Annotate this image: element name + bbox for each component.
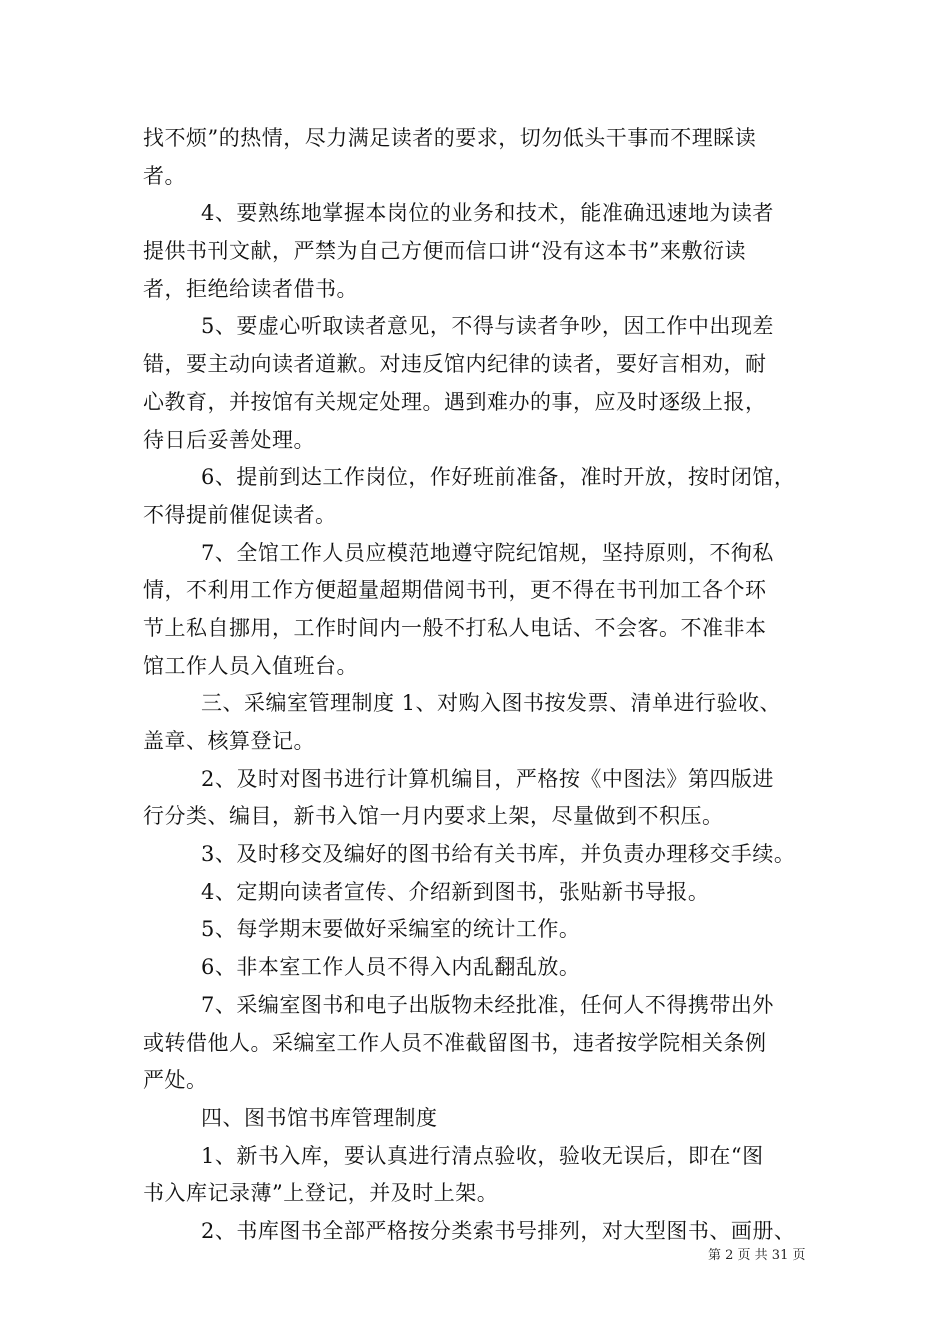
- text-line: 节上私自挪用，工作时间内一般不打私人电话、不会客。不准非本: [143, 615, 767, 640]
- document-body: [143, 120, 833, 1251]
- paragraph-start-line: 3、及时移交及编好的图书给有关书库，并负责办理移交手续。: [201, 842, 796, 867]
- paragraph-start-line: 7、采编室图书和电子出版物未经批准，任何人不得携带出外: [201, 992, 774, 1017]
- text-line: 心教育，并按馆有关规定处理。遇到难办的事，应及时逐级上报，: [143, 389, 767, 414]
- paragraph-start-line: 6、非本室工作人员不得入内乱翻乱放。: [201, 955, 581, 980]
- text-line: 书入库记录薄”上登记，并及时上架。: [143, 1181, 499, 1206]
- text-line: 提供书刊文献，严禁为自己方便而信口讲“没有这本书”来敷衍读: [143, 239, 746, 264]
- text-line: 找不烦”的热情，尽力满足读者的要求，切勿低头干事而不理睬读: [143, 126, 757, 150]
- paragraph-start-line: 5、每学期末要做好采编室的统计工作。: [201, 917, 581, 942]
- page-number-footer: 第 2 页 共 31 页: [708, 1248, 806, 1263]
- text-line: 盖章、核算登记。: [143, 729, 315, 753]
- paragraph-start-line: 2、及时对图书进行计算机编目，严格按《中图法》第四版进: [201, 766, 774, 791]
- paragraph-start-line: 2、书库图书全部严格按分类索书号排列，对大型图书、画册、: [201, 1218, 796, 1243]
- text-line: 行分类、编目，新书入馆一月内要求上架，尽量做到不积压。: [143, 804, 724, 829]
- text-line: 情，不利用工作方便超量超期借阅书刊，更不得在书刊加工各个环: [143, 578, 767, 603]
- text-line: 不得提前催促读者。: [143, 502, 337, 527]
- section-heading-line: 三、采编室管理制度 1、对购入图书按发票、清单进行验收、: [201, 691, 782, 716]
- text-line: 严处。: [143, 1068, 208, 1093]
- paragraph-start-line: 7、全馆工作人员应模范地遵守院纪馆规，坚持原则，不徇私: [201, 540, 774, 565]
- paragraph-start-line: 5、要虚心听取读者意见，不得与读者争吵，因工作中出现差: [201, 314, 774, 339]
- paragraph-start-line: 4、定期向读者宣传、介绍新到图书，张贴新书导报。: [201, 879, 710, 904]
- text-line: 或转借他人。采编室工作人员不准截留图书，违者按学院相关条例: [143, 1030, 767, 1055]
- section-heading-line: 四、图书馆书库管理制度: [201, 1105, 438, 1130]
- paragraph-start-line: 6、提前到达工作岗位，作好班前准备，准时开放，按时闭馆，: [201, 465, 796, 490]
- text-line: 者，拒绝给读者借书。: [143, 276, 358, 301]
- paragraph-start-line: 1、新书入库，要认真进行清点验收，验收无误后，即在“图: [201, 1143, 764, 1168]
- text-line: 者。: [143, 163, 186, 188]
- text-line: 馆工作人员入值班台。: [143, 653, 358, 678]
- text-line: 待日后妥善处理。: [143, 427, 315, 452]
- paragraph-start-line: 4、要熟练地掌握本岗位的业务和技术，能准确迅速地为读者: [201, 201, 774, 226]
- text-line: 错，要主动向读者道歉。对违反馆内纪律的读者，要好言相劝，耐: [143, 352, 767, 377]
